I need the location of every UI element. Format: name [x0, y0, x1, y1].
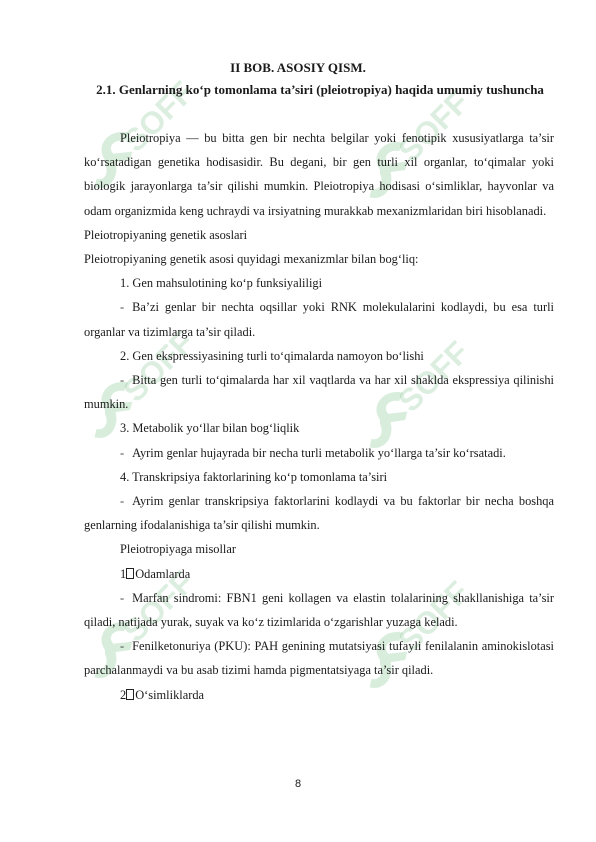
list-item-3: 3. Metabolik yo‘llar bilan bog‘liqlik — [120, 421, 300, 436]
intro-paragraph: Pleiotropiya — bu bitta gen bir nechta belgilar yoki fenotipik xususiyatlarga ta’sir ko‘rsatadigan genetika hodisasidir. Bu degani, bir gen turli xil organlar, to‘qimalar yoki biologik jarayonlarga ta’sir qilishi mumkin. Pleiotropiya hodisasi o‘simliklar, hayvonlar va odam organizmida keng uchraydi va irsiyatning murakkab mexanizmlaridan biri hisoblanadi. — [84, 131, 554, 218]
list-item-2: 2. Gen ekspressiyasining turli to‘qimalarda namoyon bo‘lishi — [120, 348, 424, 363]
examples-heading: Pleiotropiyaga misollar — [120, 542, 236, 557]
list-item-3-description: - Ayrim genlar hujayrada bir necha turli metabolik yo‘llarga ta’sir ko‘rsatadi. — [120, 445, 506, 460]
chapter-title: II BOB. ASOSIY QISM. — [230, 60, 366, 75]
list-item-4: 4. Transkripsiya faktorlarining ko‘p tomonlama ta’siri — [120, 469, 388, 484]
section-title: 2.1. Genlarning ko‘p tomonlama ta’siri (pleiotropiya) haqida umumiy tushuncha — [96, 82, 544, 97]
dash-marker: - — [120, 300, 125, 315]
dash-marker: - — [120, 494, 125, 509]
missing-glyph-box-icon — [126, 689, 134, 700]
dash-marker: - — [120, 639, 125, 654]
example-pku: - Fenilketonuriya (PKU): PAH genining mutatsiyasi tufayli fenilalanin aminokislotasi parchalanmaydi va bu asab tizimi hamda pigmentatsiyaga ta’sir qiladi. — [84, 639, 554, 678]
example-group-2: 2 O‘simliklarda — [120, 687, 205, 702]
dash-marker: - — [120, 590, 125, 605]
dash-marker: - — [120, 445, 125, 460]
missing-glyph-box-icon — [126, 568, 134, 579]
list-item-2-description: - Bitta gen turli to‘qimalarda har xil vaqtlarda va har xil shaklda ekspressiya qilinishi mumkin. — [84, 373, 554, 412]
list-item-4-description: - Ayrim genlar transkripsiya faktorlarini kodlaydi va bu faktorlar bir necha boshqa genlarning ifodalanishiga ta’sir qilishi mumkin. — [84, 494, 554, 533]
subheading-genetic-basis: Pleiotropiyaning genetik asoslari — [84, 227, 248, 242]
body-text — [84, 126, 554, 707]
basis-intro: Pleiotropiyaning genetik asosi quyidagi mexanizmlar bilan bog‘liq: — [84, 252, 419, 267]
example-marfan: - Marfan sindromi: FBN1 geni kollagen va elastin tolalarining shakllanishiga ta’sir qiladi, natijada yurak, suyak va ko‘z tizimlarida o‘zgarishlar yuzaga keladi. — [84, 590, 554, 630]
example-group-1: 1 Odamlarda — [120, 566, 191, 581]
dash-marker: - — [120, 373, 125, 388]
page-number: 8 — [294, 778, 302, 790]
list-item-1: 1. Gen mahsulotining ko‘p funksiyaliligi — [120, 276, 323, 291]
list-item-1-description: - Ba’zi genlar bir nechta oqsillar yoki RNK molekulalarini kodlaydi, bu esa turli organlar va tizimlarga ta’sir qiladi. — [84, 300, 554, 339]
